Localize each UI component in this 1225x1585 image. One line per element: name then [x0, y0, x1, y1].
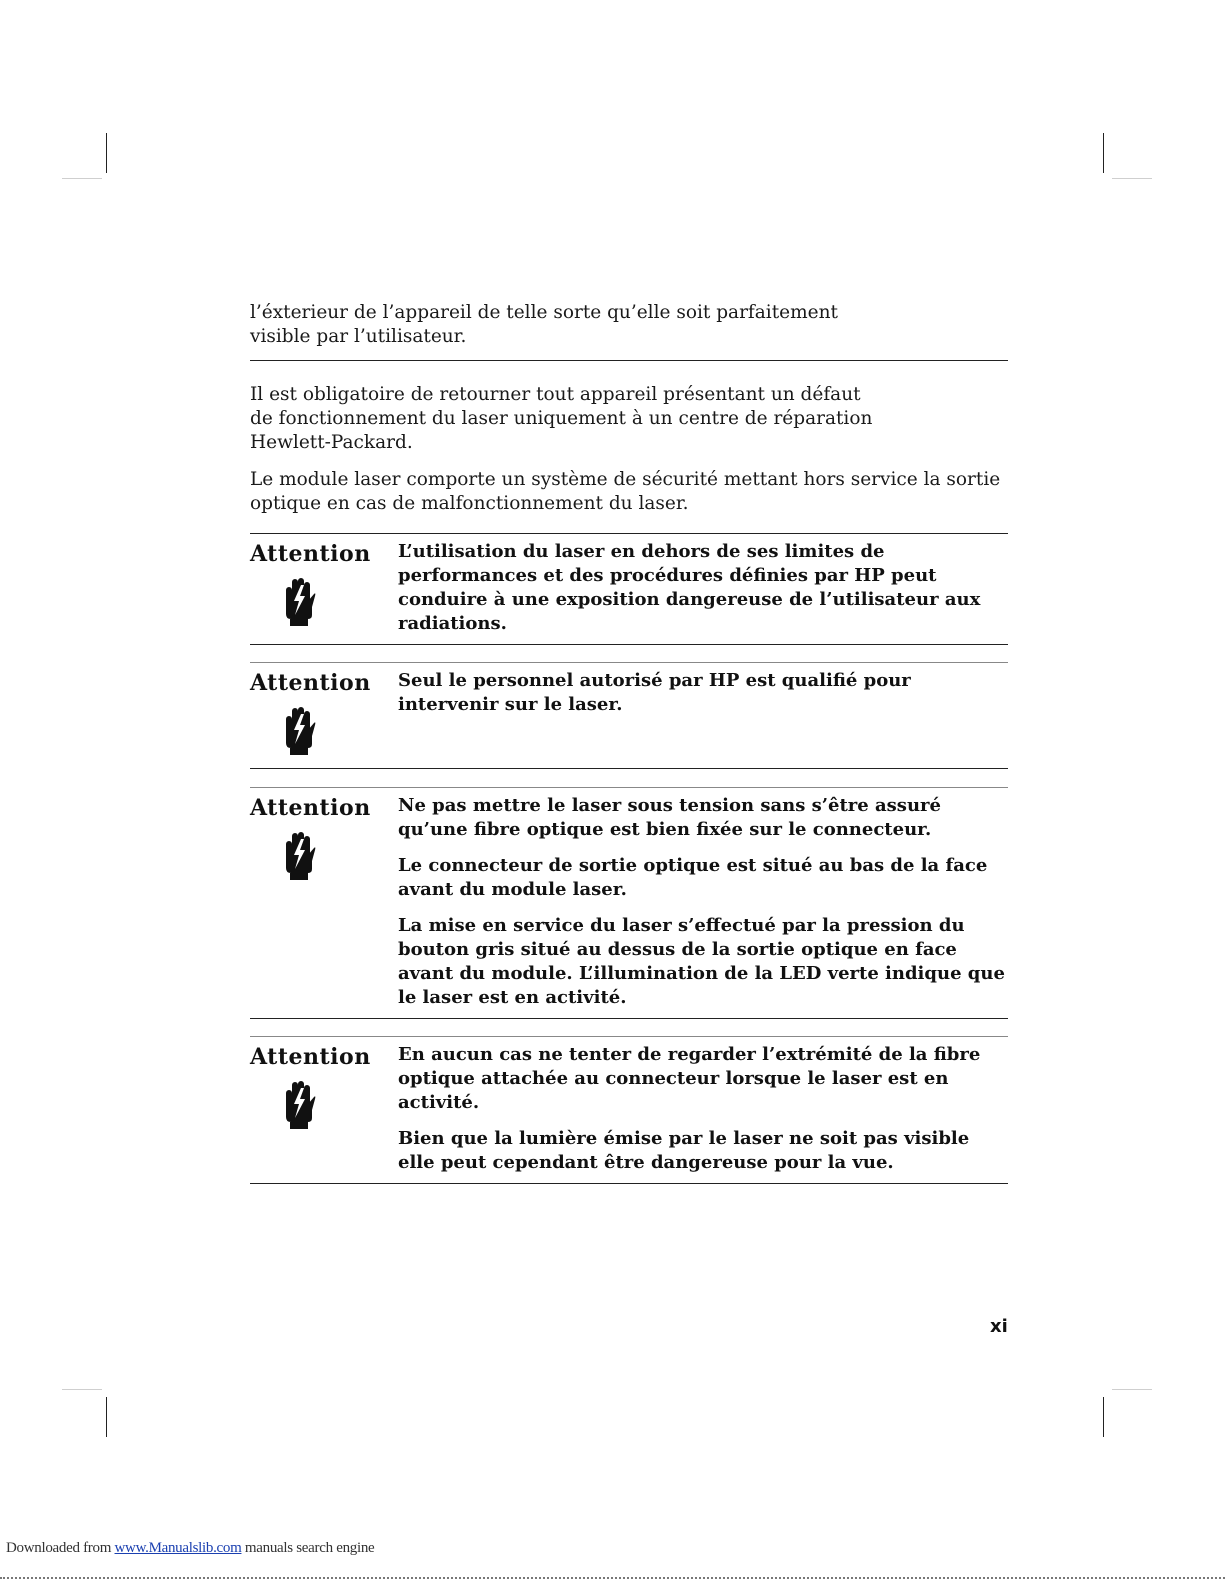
hand-warning-icon — [282, 577, 316, 627]
crop-mark — [62, 178, 102, 179]
warning-title: Attention — [250, 795, 371, 821]
divider — [250, 1183, 1008, 1184]
page-content — [250, 300, 1008, 1184]
page-number: xi — [990, 1316, 1008, 1337]
crop-mark — [62, 1389, 102, 1390]
warning-text: Le connecteur de sortie optique est situé au bas de la face avant du module laser. — [398, 855, 988, 900]
paragraph: Le module laser comporte un système de sécurité mettant hors service la sortie optique en cas de malfonctionnement du laser. — [250, 469, 1001, 514]
warning-block — [250, 663, 1008, 768]
crop-mark — [1112, 178, 1152, 179]
hand-warning-icon — [282, 831, 316, 881]
footer-suffix: manuals search engine — [244, 1540, 375, 1556]
warning-block — [250, 534, 1008, 644]
divider — [250, 360, 1008, 361]
footer-prefix: Downloaded from — [6, 1540, 112, 1556]
warning-block — [250, 788, 1008, 1018]
hand-warning-icon — [282, 1080, 316, 1130]
warning-title: Attention — [250, 670, 371, 696]
crop-mark — [106, 133, 107, 173]
download-footer — [6, 1540, 374, 1557]
divider — [250, 644, 1008, 645]
crop-mark — [1103, 1397, 1104, 1437]
warning-text: En aucun cas ne tenter de regarder l’extrémité de la fibre optique attachée au connecteur lorsque le laser est en activité. — [398, 1044, 981, 1113]
intro-continuation: l’éxterieur de l’appareil de telle sorte qu’elle soit parfaitement visible par l’utilisateur. — [250, 302, 838, 347]
crop-mark — [106, 1397, 107, 1437]
manualslib-link[interactable]: www.Manualslib.com — [114, 1540, 242, 1556]
warning-text: Seul le personnel autorisé par HP est qualifié pour intervenir sur le laser. — [398, 670, 911, 715]
divider — [250, 768, 1008, 769]
warning-title: Attention — [250, 1044, 371, 1070]
warning-text: Bien que la lumière émise par le laser ne soit pas visible elle peut cependant être dangereuse pour la vue. — [398, 1128, 970, 1173]
warning-title: Attention — [250, 541, 371, 567]
warning-text: La mise en service du laser s’effectué par la pression du bouton gris situé au dessus de la sortie optique en face avant du module. L’illumination de la LED verte indique que le laser est en activité. — [398, 915, 1005, 1008]
divider — [250, 1018, 1008, 1019]
crop-mark — [1112, 1389, 1152, 1390]
paragraph: Il est obligatoire de retourner tout appareil présentant un défaut de fonctionnement du laser uniquement à un centre de réparation Hewlett-Packard. — [250, 384, 873, 453]
footer-dotted-rule — [0, 1577, 1225, 1579]
warning-block — [250, 1037, 1008, 1183]
warning-text: L’utilisation du laser en dehors de ses limites de performances et des procédures définies par HP peut conduire à une exposition dangereuse de l’utilisateur aux radiations. — [398, 541, 981, 634]
hand-warning-icon — [282, 706, 316, 756]
warning-text: Ne pas mettre le laser sous tension sans s’être assuré qu’une fibre optique est bien fixée sur le connecteur. — [398, 795, 941, 840]
crop-mark — [1103, 133, 1104, 173]
